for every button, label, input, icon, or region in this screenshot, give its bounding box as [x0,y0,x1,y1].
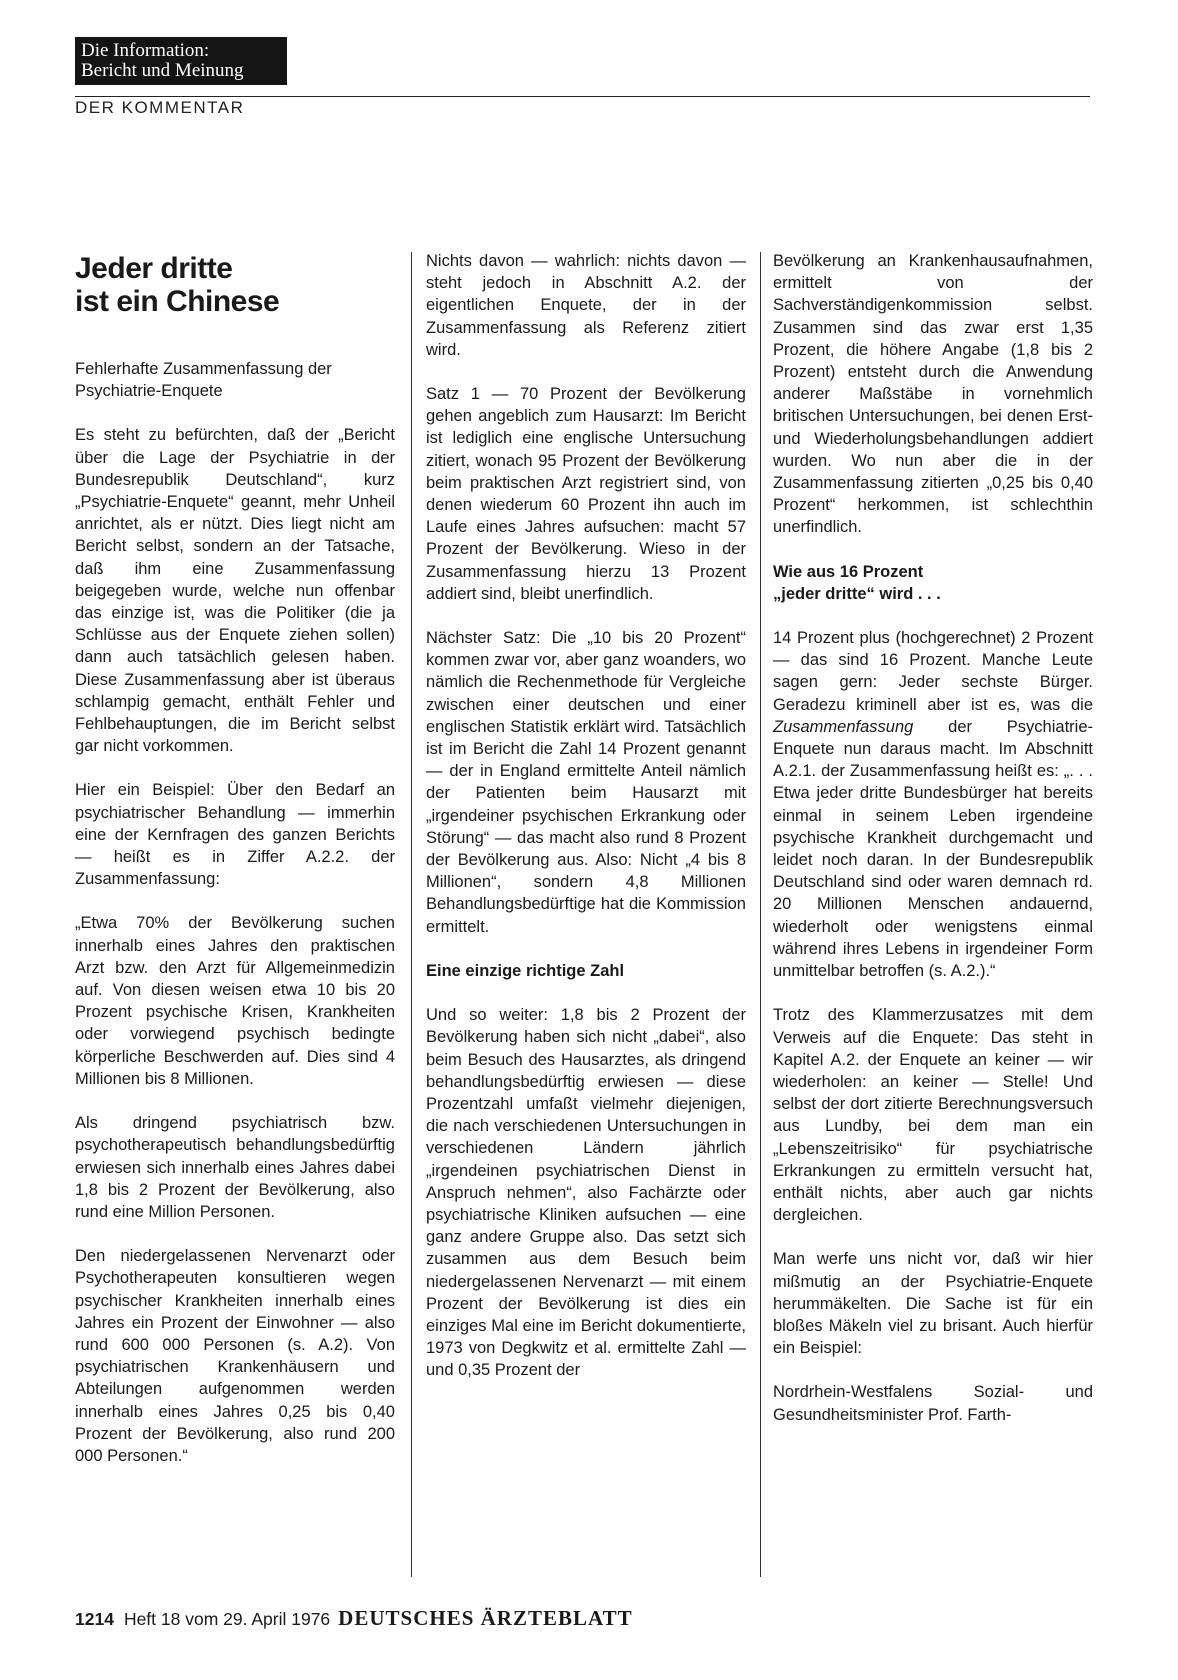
paragraph: Trotz des Klammerzusatzes mit dem Verweis auf die Enquete: Das steht in Kapitel A.2. der Enquete an keiner — wir wiederholen: an keiner — Stelle! Und selbst der dort zitierte Berechnungsversuch aus Lundby, bei dem man ein „Lebenszeitrisiko“ für psychiatrische Erkrankungen zu ermitteln versucht hat, enthält nichts, aber auch gar nichts dergleichen. [773,1006,1093,1225]
emphasis-text: Zusammenfassung [773,717,914,736]
column-3 [773,250,1093,1448]
header-rule [75,96,1090,97]
paragraph: Nächster Satz: Die „10 bis 20 Prozent“ kommen zwar vor, aber ganz woanders, wo nämlich die Rechenmethode für Vergleiche zwischen einer deutschen und einer englischen Statistik erklärt wird. Tatsächlich ist im Bericht die Zahl 14 Prozent genannt — der in England ermittelte Anteil nämlich der Patienten beim Hausarzt mit „irgendeiner psychischen Erkrankung oder Störung“ — das macht also rund 8 Prozent der Bevölkerung aus. Also: Nicht „4 bis 8 Millionen“, sondern 4,8 Millionen Behandlungsbedürftige hat die Kommission ermittelt. [426,629,746,936]
badge-line-1: Die Information: [81,40,210,61]
issue-info: Heft 18 vom 29. April 1976 [123,1609,331,1629]
journal-name: DEUTSCHES ÄRZTEBLATT [338,1606,633,1630]
subheading: Eine einzige richtige Zahl [426,961,625,980]
section-label: DER KOMMENTAR [75,98,245,117]
paragraph: Es steht zu befürchten, daß der „Bericht über die Lage der Psychiatrie in der Bundesrepublik Deutschland“, kurz „Psychiatrie-Enquete“ geannt, mehr Unheil anrichtet, als er nützt. Dies liegt nicht am Bericht selbst, sondern an der Tatsache, daß ihm eine Zusammenfassung beigegeben wurde, welche nun offenbar das einzige ist, was die Politiker (die ja Schlüsse aus der Enquete ziehen sollen) dann auch tatsächlich gelesen haben. Diese Zusammenfassung aber ist überaus schlampig gemacht, enthält Fehler und Fehlbehauptungen, die im Bericht selbst gar nicht vorkommen. [75,426,395,756]
paragraph: Nichts davon — wahrlich: nichts davon — steht jedoch in Abschnitt A.2. der eigentlichen Enquete, der in der Zusammenfassung als Referenz zitiert wird. [426,252,746,359]
paragraph: „Etwa 70% der Bevölkerung suchen innerhalb eines Jahres den praktischen Arzt bzw. den Arzt für Allgemeinmedizin auf. Von diesen weisen etwa 10 bis 20 Prozent psychische Krisen, Krankheiten oder vorwiegend psychisch bedingte körperliche Beschwerden auf. Dies sind 4 Millionen bis 8 Millionen. [75,914,395,1088]
column-divider-1 [411,252,412,1577]
subheading [773,561,1093,605]
paragraph [773,627,1093,982]
paragraph: Nordrhein-Westfalens Sozial- und Gesundheitsminister Prof. Farth- [773,1383,1093,1424]
paragraph: Satz 1 — 70 Prozent der Bevölkerung gehen angeblich zum Hausarzt: Im Bericht ist lediglich eine englische Untersuchung zitiert, wonach 95 Prozent der Bevölkerung beim praktischen Arzt registriert sind, von denen wiederum 60 Prozent ihn auch im Laufe eines Jahres aufsuchen: macht 57 Prozent der Bevölkerung. Wieso in der Zusammenfassung hierzu 13 Prozent addiert sind, bleibt unerfindlich. [426,385,746,603]
title-line-2: ist ein Chinese [75,285,280,318]
column-divider-2 [760,252,761,1577]
subheading-line-1: Wie aus 16 Prozent [773,562,924,581]
paragraph: Als dringend psychiatrisch bzw. psychotherapeutisch behandlungsbedürftig erwiesen sich innerhalb eines Jahres dabei 1,8 bis 2 Prozent der Bevölkerung, also rund eine Million Personen. [75,1114,395,1221]
paragraph-text: 14 Prozent plus (hochgerechnet) 2 Prozent — das sind 16 Prozent. Manche Leute sagen gern: Jeder sechste Bürger. Geradezu kriminell aber ist es, was die [773,629,1093,714]
article-subtitle: Fehlerhafte Zusammenfassung der Psychiatrie-Enquete [75,360,332,401]
paragraph: Und so weiter: 1,8 bis 2 Prozent der Bevölkerung haben sich nicht „dabei“, also beim Besuch des Hausarztes, als dringend behandlungsbedürftig erwiesen — diese Prozentzahl umfaßt vielmehr diejenigen, die nach verschiedenen Untersuchungen in verschiedenen Ländern jährlich „irgendeinen psychiatrischen Dienst in Anspruch nehmen“, also Fachärzte oder psychiatrische Kliniken aufsuchen — eine ganz andere Gruppe also. Das setzt sich zusammen aus dem Besuch beim niedergelassenen Nervenarzt — mit einem Prozent der Bevölkerung ist dies ein einziges Mal eine im Bericht dokumentierte, 1973 von Degkwitz et al. ermittelte Zahl — und 0,35 Prozent der [426,1006,746,1380]
paragraph: Man werfe uns nicht vor, daß wir hier mißmutig an der Psychiatrie-Enquete herummäkelten. Die Sache ist für ein bloßes Mäkeln viel zu brisant. Auch hierfür ein Beispiel: [773,1250,1093,1358]
article-title [75,252,395,318]
page-number: 1214 [75,1609,114,1629]
section-badge [75,37,287,85]
paragraph: Hier ein Beispiel: Über den Bedarf an psychiatrischer Behandlung — immerhin eine der Kernfragen des ganzen Berichts — heißt es in Ziffer A.2.2. der Zusammenfassung: [75,781,395,889]
paragraph: Den niedergelassenen Nervenarzt oder Psychotherapeuten konsultieren wegen psychischer Krankheiten innerhalb eines Jahres ein Prozent der Einwohner — also rund 600 000 Personen (s. A.2). Von psychiatrischen Krankenhäusern und Abteilungen aufgenommen werden innerhalb eines Jahres 0,25 bis 0,40 Prozent der Bevölkerung, also rund 200 000 Personen.“ [75,1247,395,1465]
column-1 [75,252,395,1489]
subheading-line-2: „jeder dritte“ wird . . . [773,584,941,603]
badge-line-2: Bericht und Meinung [81,60,244,81]
column-2 [426,250,746,1404]
title-line-1: Jeder dritte [75,252,233,285]
page-footer [75,1606,633,1631]
paragraph-text: der Psychiatrie-Enquete nun daraus macht. Im Abschnitt A.2.1. der Zusammenfassung heißt es: „. . . Etwa jeder dritte Bundesbürger hat bereits einmal in seinem Leben irgendeine psychische Krankheit durchgemacht und leidet noch daran. In der Bundesrepublik Deutschland sind oder waren demnach rd. 20 Millionen Menschen andauernd, wiederholt oder wenigstens einmal während ihres Lebens in irgendeiner Form unmittelbar betroffen (s. A.2.).“ [773,717,1093,981]
paragraph: Bevölkerung an Krankenhausaufnahmen, ermittelt von der Sachverständigenkommission selbst. Zusammen sind das zwar erst 1,35 Prozent, die höhere Angabe (1,8 bis 2 Prozent) entsteht durch die Anwendung anderer Maßstäbe in vornehmlich britischen Untersuchungen, bei denen Erst- und Wiederholungsbehandlungen addiert wurden. Wo nun aber die in der Zusammenfassung zitierten „0,25 bis 0,40 Prozent“ herkommen, ist schlechthin unerfindlich. [773,252,1093,537]
